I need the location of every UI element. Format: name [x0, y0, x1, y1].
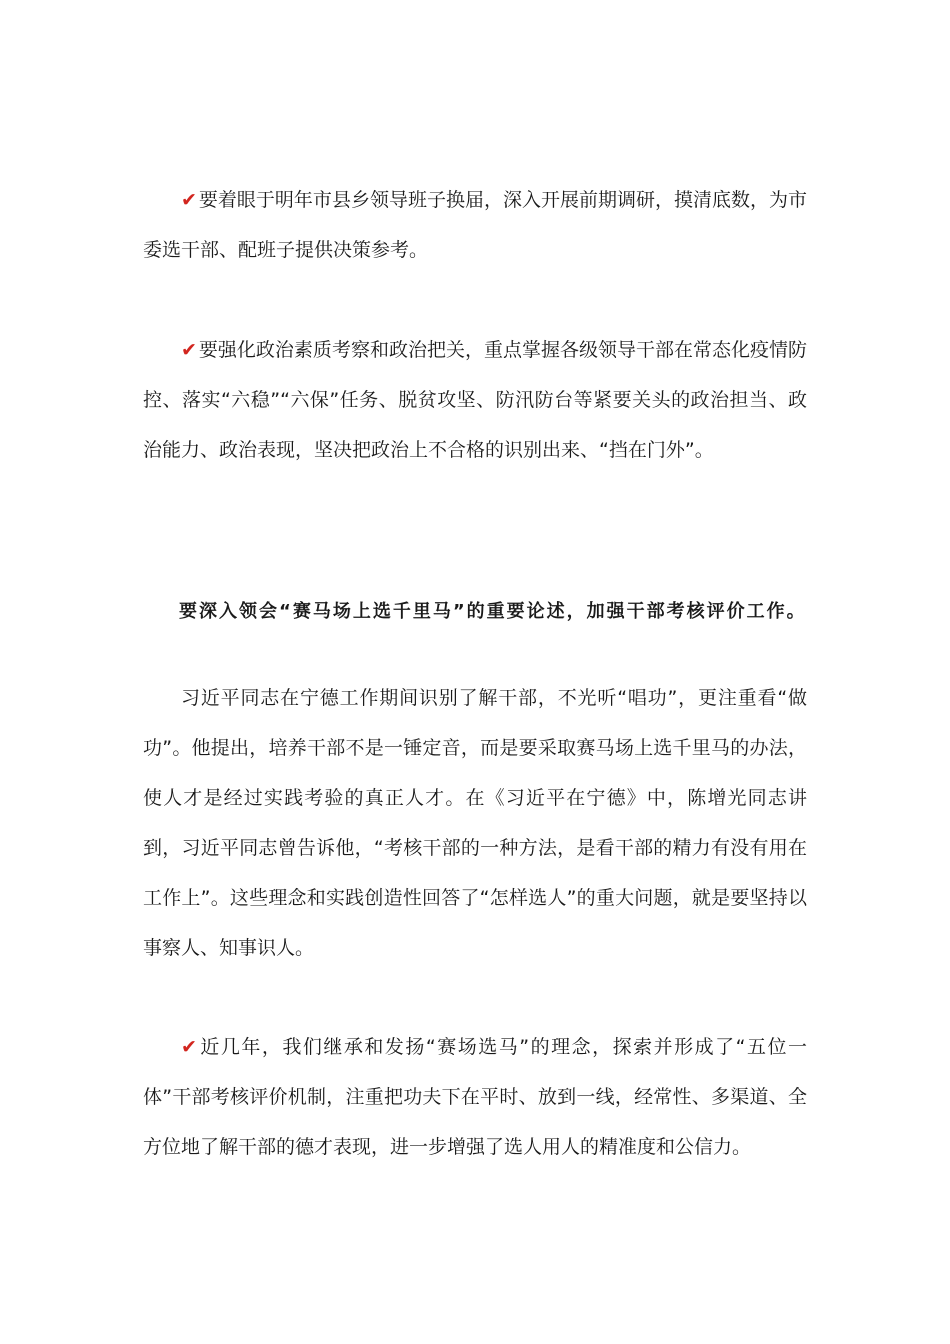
bullet-paragraph-1	[143, 175, 807, 275]
body-paragraph: 习近平同志在宁德工作期间识别了解干部，不光听“唱功”，更注重看“做功”。他提出，培养干部不是一锤定音，而是要采取赛马场上选千里马的办法，使人才是经过实践考验的真正人才。在《习近平在宁德》中，陈增光同志讲到，习近平同志曾告诉他，“考核干部的一种方法，是看干部的精力有没有用在工作上”。这些理念和实践创造性回答了“怎样选人”的重大问题，就是要坚持以事察人、知事识人。	[143, 687, 807, 959]
red-check-icon: ✔	[181, 189, 197, 211]
red-check-icon: ✔	[181, 1036, 197, 1058]
bullet-text-3: 近几年，我们继承和发扬“赛场选马”的理念，探索并形成了“五位一体”干部考核评价机制，注重把功夫下在平时、放到一线，经常性、多渠道、全方位地了解干部的德才表现，进一步增强了选人用人的精准度和公信力。	[143, 1036, 807, 1158]
bullet-text-1: 要着眼于明年市县乡领导班子换届，深入开展前期调研，摸清底数，为市委选干部、配班子提供决策参考。	[143, 189, 807, 261]
section-heading: 要深入领会“赛马场上选千里马”的重要论述，加强干部考核评价工作。	[179, 601, 807, 622]
bullet-text-2: 要强化政治素质考察和政治把关，重点掌握各级领导干部在常态化疫情防控、落实“六稳”“六保”任务、脱贫攻坚、防汛防台等紧要关头的政治担当、政治能力、政治表现，坚决把政治上不合格的识别出来、“挡在门外”。	[143, 339, 807, 461]
red-check-icon: ✔	[181, 339, 197, 361]
bullet-paragraph-3	[143, 1022, 807, 1172]
bullet-paragraph-2	[143, 325, 807, 475]
